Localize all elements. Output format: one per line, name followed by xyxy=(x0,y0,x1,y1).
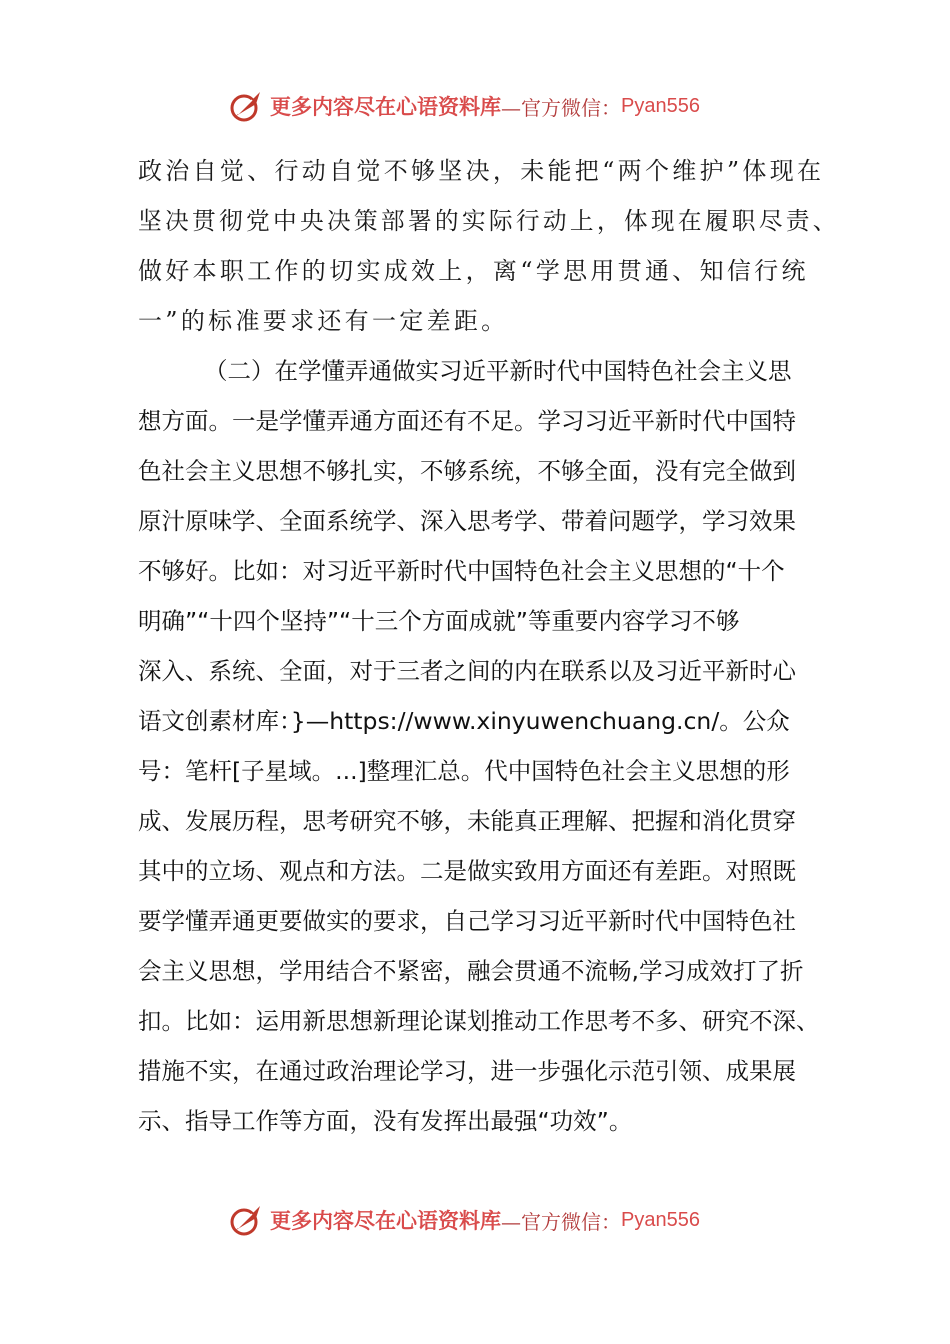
paragraph1-line: 坚决贯彻党中央决策部署的实际行动上，体现在履职尽责、 xyxy=(138,207,840,235)
paragraph2-line: 色社会主义思想不够扎实，不够系统，不够全面，没有完全做到 xyxy=(138,457,796,485)
header-banner xyxy=(226,84,700,128)
banner-wechat-label: —官方微信： xyxy=(501,1209,621,1234)
paragraph2-line: 扣。比如：运用新思想新理论谋划推动工作思考不多、研究不深、 xyxy=(138,1007,820,1035)
banner-title: 更多内容尽在心语资料库 xyxy=(270,94,501,119)
paragraph2-line: 语文创素材库：}—https://www.xinyuwenchuang.cn/。公众 xyxy=(138,707,790,735)
paragraph2-line: 措施不实，在通过政治理论学习，进一步强化示范引领、成果展 xyxy=(138,1057,796,1085)
paragraph1-line: 政治自觉、行动自觉不够坚决，未能把“两个维护”体现在 xyxy=(138,157,825,185)
footer-banner xyxy=(226,1198,700,1242)
paragraph2-line: 原汁原味学、全面系统学、深入思考学、带着问题学，学习效果 xyxy=(138,507,796,535)
paragraph2-line: 不够好。比如：对习近平新时代中国特色社会主义思想的“十个 xyxy=(138,557,785,585)
paragraph1-line: 做好本职工作的切实成效上，离“学思用贯通、知信行统 xyxy=(138,257,809,285)
paragraph2-line: 要学懂弄通更要做实的要求，自己学习习近平新时代中国特色社 xyxy=(138,907,796,935)
paragraph1-line: 一”的标准要求还有一定差距。 xyxy=(138,307,509,335)
paragraph2-line: 明确”“十四个坚持”“十三个方面成就”等重要内容学习不够 xyxy=(138,607,740,635)
paragraph2-line: 成、发展历程，思考研究不够，未能真正理解、把握和消化贯穿 xyxy=(138,807,796,835)
paragraph2-line: 会主义思想，学用结合不紧密，融会贯通不流畅,学习成效打了折 xyxy=(138,957,804,985)
banner-wechat-label: —官方微信： xyxy=(501,95,621,120)
banner-wechat-id: Pyan556 xyxy=(621,1208,700,1231)
paragraph2-line: 其中的立场、观点和方法。二是做实致用方面还有差距。对照既 xyxy=(138,857,796,885)
quill-logo-icon xyxy=(226,1200,266,1240)
paragraph2-line: 想方面。一是学懂弄通方面还有不足。学习习近平新时代中国特 xyxy=(138,407,796,435)
paragraph2-line: （二）在学懂弄通做实习近平新时代中国特色社会主义思 xyxy=(204,357,792,385)
quill-logo-icon xyxy=(226,86,266,126)
banner-wechat-id: Pyan556 xyxy=(621,94,700,117)
paragraph2-line: 示、指导工作等方面，没有发挥出最强“功效”。 xyxy=(138,1107,633,1135)
banner-title: 更多内容尽在心语资料库 xyxy=(270,1208,501,1233)
paragraph2-line: 号：笔杆[子星域。...]整理汇总。代中国特色社会主义思想的形 xyxy=(138,757,790,785)
paragraph2-line: 深入、系统、全面，对于三者之间的内在联系以及习近平新时心 xyxy=(138,657,796,685)
